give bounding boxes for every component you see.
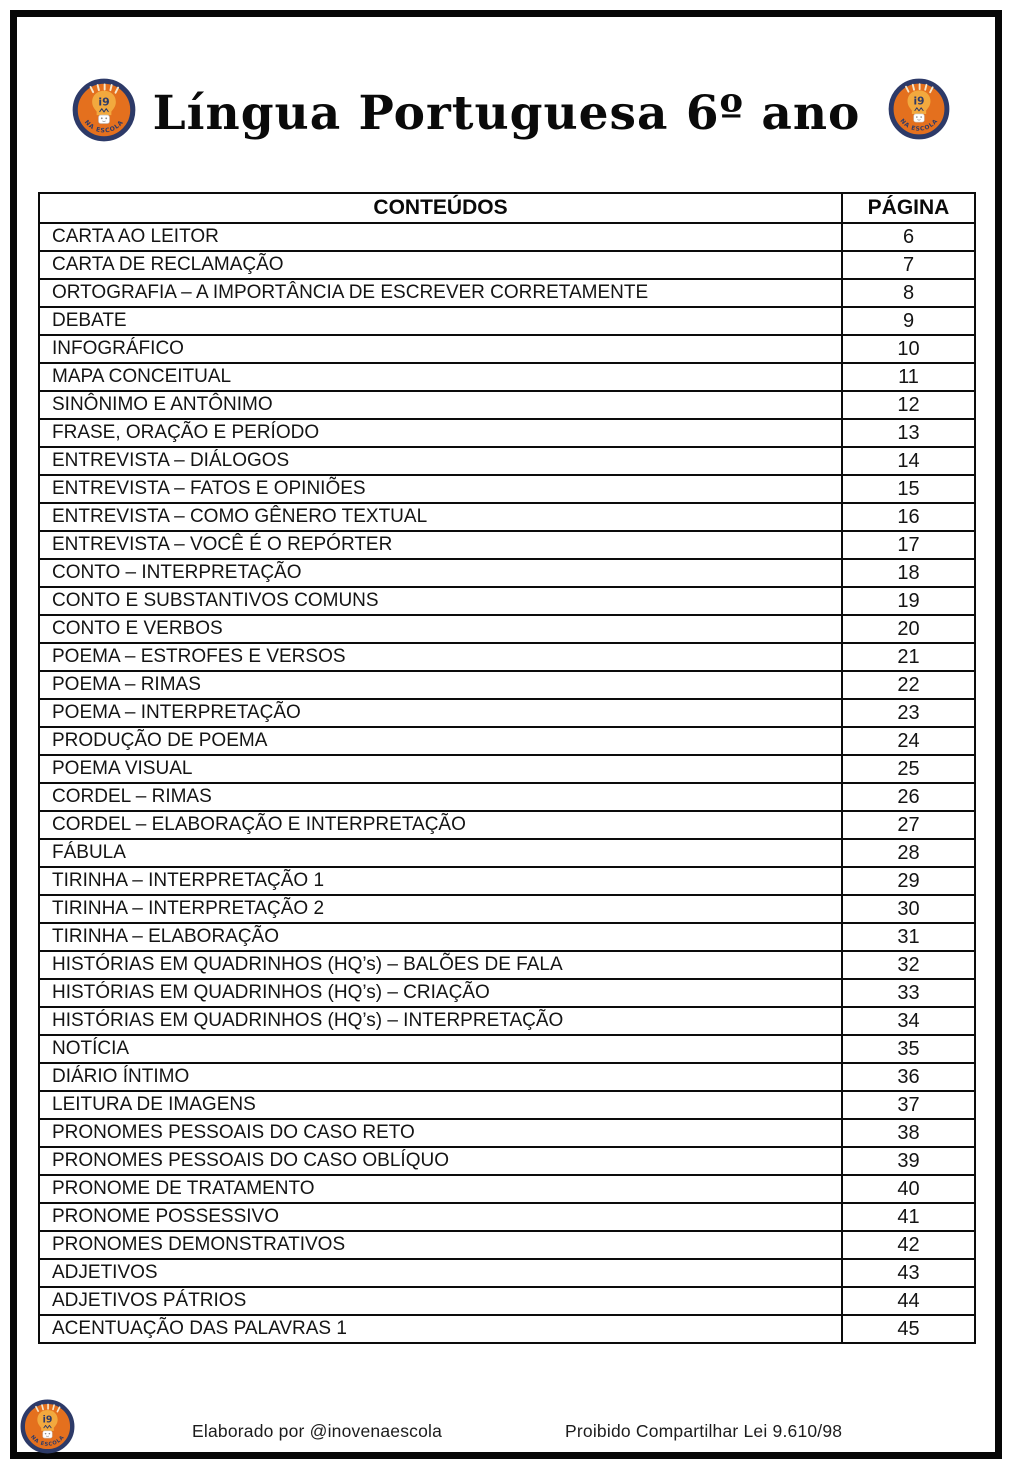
table-row — [39, 643, 975, 671]
page-number-cell: 12 — [842, 391, 975, 419]
content-cell: POEMA – INTERPRETAÇÃO — [39, 699, 842, 727]
page-number-cell: 19 — [842, 587, 975, 615]
content-cell: PRODUÇÃO DE POEMA — [39, 727, 842, 755]
table-row — [39, 699, 975, 727]
content-cell: CARTA AO LEITOR — [39, 223, 842, 251]
content-cell: CONTO E VERBOS — [39, 615, 842, 643]
page-number-cell: 30 — [842, 895, 975, 923]
content-cell: ORTOGRAFIA – A IMPORTÂNCIA DE ESCREVER CORRETAMENTE — [39, 279, 842, 307]
content-cell: INFOGRÁFICO — [39, 335, 842, 363]
table-row — [39, 755, 975, 783]
page-number-cell: 20 — [842, 615, 975, 643]
table-row — [39, 1203, 975, 1231]
page-number-cell: 8 — [842, 279, 975, 307]
table-row — [39, 587, 975, 615]
table-row — [39, 1063, 975, 1091]
table-row — [39, 223, 975, 251]
page-number-cell: 23 — [842, 699, 975, 727]
svg-text:NA ESCOLA: NA ESCOLA — [898, 118, 940, 133]
page-number-cell: 43 — [842, 1259, 975, 1287]
page-number-cell: 41 — [842, 1203, 975, 1231]
table-row — [39, 895, 975, 923]
table-row — [39, 335, 975, 363]
page-number-cell: 36 — [842, 1063, 975, 1091]
page-number-cell: 18 — [842, 559, 975, 587]
table-row — [39, 1259, 975, 1287]
content-cell: ENTREVISTA – DIÁLOGOS — [39, 447, 842, 475]
content-cell: POEMA VISUAL — [39, 755, 842, 783]
content-cell: CARTA DE RECLAMAÇÃO — [39, 251, 842, 279]
table-row — [39, 727, 975, 755]
table-row — [39, 951, 975, 979]
page-number-cell: 44 — [842, 1287, 975, 1315]
page-number-cell: 22 — [842, 671, 975, 699]
table-row — [39, 531, 975, 559]
table-row — [39, 1287, 975, 1315]
page-number-cell: 31 — [842, 923, 975, 951]
page-number-cell: 10 — [842, 335, 975, 363]
content-cell: PRONOMES PESSOAIS DO CASO OBLÍQUO — [39, 1147, 842, 1175]
svg-text:i9: i9 — [98, 95, 110, 109]
contents-table — [38, 192, 976, 1344]
page-number-cell: 21 — [842, 643, 975, 671]
table-row — [39, 559, 975, 587]
table-row — [39, 923, 975, 951]
table-row — [39, 979, 975, 1007]
page-number-cell: 38 — [842, 1119, 975, 1147]
contents-table-body — [39, 223, 975, 1343]
content-cell: ENTREVISTA – COMO GÊNERO TEXTUAL — [39, 503, 842, 531]
table-row — [39, 671, 975, 699]
page-number-cell: 13 — [842, 419, 975, 447]
table-row — [39, 1147, 975, 1175]
table-row — [39, 867, 975, 895]
page-number-cell: 14 — [842, 447, 975, 475]
contents-column-header: CONTEÚDOS — [39, 193, 842, 223]
page-number-cell: 45 — [842, 1315, 975, 1343]
content-cell: PRONOME DE TRATAMENTO — [39, 1175, 842, 1203]
table-row — [39, 1231, 975, 1259]
table-row — [39, 615, 975, 643]
content-cell: TIRINHA – INTERPRETAÇÃO 2 — [39, 895, 842, 923]
page-number-cell: 37 — [842, 1091, 975, 1119]
table-row — [39, 279, 975, 307]
content-cell: ENTREVISTA – FATOS E OPINIÕES — [39, 475, 842, 503]
svg-text:NA ESCOLA: NA ESCOLA — [82, 118, 126, 135]
table-row — [39, 363, 975, 391]
content-cell: FRASE, ORAÇÃO E PERÍODO — [39, 419, 842, 447]
content-cell: HISTÓRIAS EM QUADRINHOS (HQ’s) – CRIAÇÃO — [39, 979, 842, 1007]
page-column-header: PÁGINA — [842, 193, 975, 223]
table-row — [39, 419, 975, 447]
content-cell: MAPA CONCEITUAL — [39, 363, 842, 391]
content-cell: PRONOMES PESSOAIS DO CASO RETO — [39, 1119, 842, 1147]
page-number-cell: 34 — [842, 1007, 975, 1035]
table-row — [39, 1035, 975, 1063]
page-number-cell: 42 — [842, 1231, 975, 1259]
svg-text:i9: i9 — [913, 95, 925, 108]
content-cell: FÁBULA — [39, 839, 842, 867]
content-cell: ENTREVISTA – VOCÊ É O REPÓRTER — [39, 531, 842, 559]
page-number-cell: 7 — [842, 251, 975, 279]
page-number-cell: 16 — [842, 503, 975, 531]
table-row — [39, 1091, 975, 1119]
page-number-cell: 15 — [842, 475, 975, 503]
content-cell: PRONOMES DEMONSTRATIVOS — [39, 1231, 842, 1259]
i9-na-escola-logo — [888, 78, 950, 140]
content-cell: HISTÓRIAS EM QUADRINHOS (HQ’s) – BALÕES DE FALA — [39, 951, 842, 979]
svg-text:i9: i9 — [42, 1414, 53, 1426]
page-number-cell: 26 — [842, 783, 975, 811]
table-row — [39, 839, 975, 867]
page-number-cell: 25 — [842, 755, 975, 783]
table-row — [39, 783, 975, 811]
content-cell: POEMA – ESTROFES E VERSOS — [39, 643, 842, 671]
content-cell: ADJETIVOS PÁTRIOS — [39, 1287, 842, 1315]
content-cell: ADJETIVOS — [39, 1259, 842, 1287]
content-cell: HISTÓRIAS EM QUADRINHOS (HQ’s) – INTERPRETAÇÃO — [39, 1007, 842, 1035]
table-row — [39, 1007, 975, 1035]
page-number-cell: 39 — [842, 1147, 975, 1175]
content-cell: CORDEL – ELABORAÇÃO E INTERPRETAÇÃO — [39, 811, 842, 839]
table-row — [39, 1315, 975, 1343]
svg-text:NA ESCOLA: NA ESCOLA — [29, 1434, 66, 1448]
i9-na-escola-logo — [20, 1399, 75, 1454]
content-cell: ACENTUAÇÃO DAS PALAVRAS 1 — [39, 1315, 842, 1343]
table-row — [39, 475, 975, 503]
page-number-cell: 33 — [842, 979, 975, 1007]
content-cell: SINÔNIMO E ANTÔNIMO — [39, 391, 842, 419]
content-cell: LEITURA DE IMAGENS — [39, 1091, 842, 1119]
table-row — [39, 811, 975, 839]
table-header-row — [39, 193, 975, 223]
table-row — [39, 251, 975, 279]
table-row — [39, 307, 975, 335]
content-cell: PRONOME POSSESSIVO — [39, 1203, 842, 1231]
table-row — [39, 503, 975, 531]
content-cell: DEBATE — [39, 307, 842, 335]
footer-credit: Elaborado por @inovenaescola — [192, 1421, 443, 1441]
table-row — [39, 447, 975, 475]
page-number-cell: 35 — [842, 1035, 975, 1063]
content-cell: CONTO E SUBSTANTIVOS COMUNS — [39, 587, 842, 615]
content-cell: POEMA – RIMAS — [39, 671, 842, 699]
page-number-cell: 9 — [842, 307, 975, 335]
page-number-cell: 6 — [842, 223, 975, 251]
page-title: Língua Portuguesa 6º ano — [152, 86, 861, 141]
table-row — [39, 391, 975, 419]
page-number-cell: 27 — [842, 811, 975, 839]
page-number-cell: 29 — [842, 867, 975, 895]
page-number-cell: 11 — [842, 363, 975, 391]
content-cell: DIÁRIO ÍNTIMO — [39, 1063, 842, 1091]
content-cell: CORDEL – RIMAS — [39, 783, 842, 811]
page-number-cell: 32 — [842, 951, 975, 979]
table-row — [39, 1119, 975, 1147]
page-number-cell: 28 — [842, 839, 975, 867]
content-cell: NOTÍCIA — [39, 1035, 842, 1063]
content-cell: TIRINHA – INTERPRETAÇÃO 1 — [39, 867, 842, 895]
page-number-cell: 40 — [842, 1175, 975, 1203]
content-cell: CONTO – INTERPRETAÇÃO — [39, 559, 842, 587]
content-cell: TIRINHA – ELABORAÇÃO — [39, 923, 842, 951]
table-row — [39, 1175, 975, 1203]
footer-copyright-notice: Proibido Compartilhar Lei 9.610/98 — [565, 1421, 843, 1441]
page-number-cell: 17 — [842, 531, 975, 559]
page-number-cell: 24 — [842, 727, 975, 755]
